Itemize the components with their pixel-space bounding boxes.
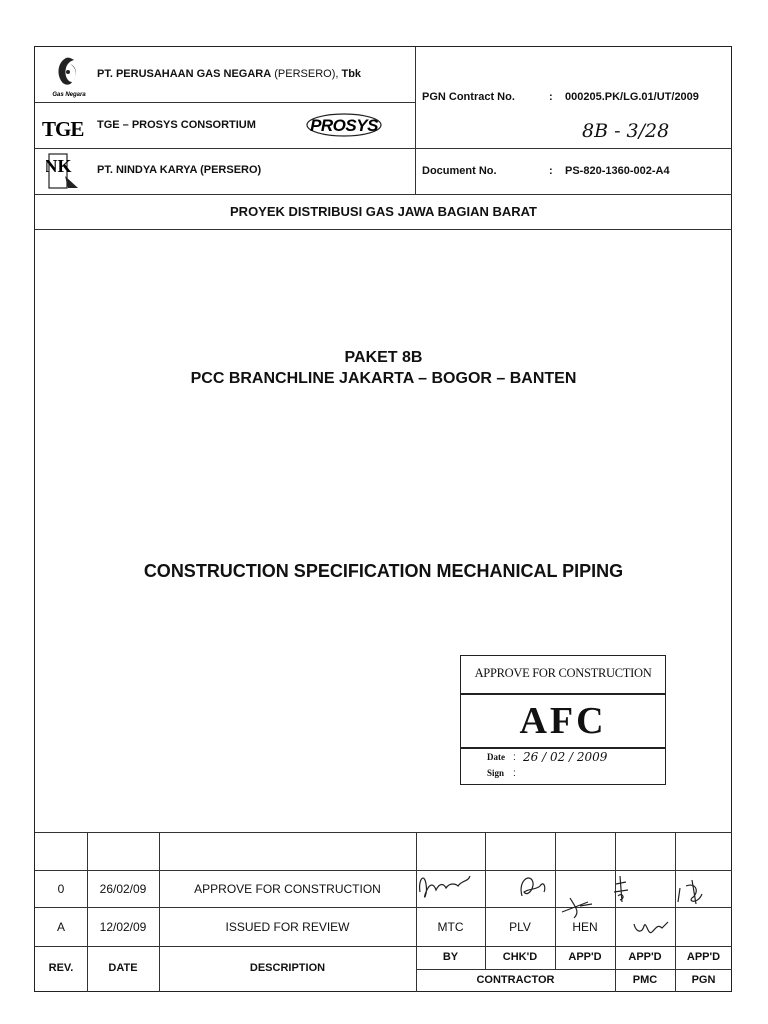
description-cell: APPROVE FOR CONSTRUCTION (194, 882, 381, 896)
stamp-divider (461, 693, 665, 695)
contract-handwritten-note: 8B - 3/28 (582, 120, 670, 142)
header-chkd: CHK'D (502, 951, 538, 963)
company-nindya-karya: PT. NINDYA KARYA (PERSERO) (97, 164, 262, 176)
description-cell: ISSUED FOR REVIEW (225, 920, 350, 934)
signatures (410, 862, 732, 952)
header-contractor: CONTRACTOR (476, 974, 555, 986)
nk-logo-text: NK (46, 156, 72, 176)
tge-logo (40, 115, 90, 141)
company-tge-prosys: TGE – PROSYS CONSORTIUM (97, 119, 256, 131)
header-description: DESCRIPTION (249, 962, 326, 974)
document-colon: : (549, 165, 553, 177)
divider (415, 47, 416, 194)
header-pmc-appd: APP'D (628, 951, 662, 963)
header-pgn: PGN (691, 974, 716, 986)
rev-cell: 0 (57, 882, 65, 896)
date-cell: 12/02/09 (99, 920, 147, 934)
stamp-code: AFC (519, 700, 607, 742)
project-title: PROYEK DISTRIBUSI GAS JAWA BAGIAN BARAT (230, 204, 537, 219)
signature-by (420, 876, 470, 897)
divider (35, 102, 416, 103)
table-top-line (35, 832, 732, 833)
divider (35, 229, 732, 230)
table-line (416, 969, 732, 970)
prosys-logo (306, 110, 386, 140)
header-date: DATE (108, 962, 138, 974)
header-pmc: PMC (632, 974, 658, 986)
stamp-divider (461, 747, 665, 749)
document-frame (34, 46, 732, 992)
branchline-title: PCC BRANCHLINE JAKARTA – BOGOR – BANTEN (190, 370, 577, 387)
contract-value: 000205.PK/LG.01/UT/2009 (565, 91, 699, 103)
signature-pmc (634, 922, 668, 933)
stamp-heading: APPROVE FOR CONSTRUCTION (474, 666, 652, 680)
divider (35, 194, 732, 195)
document-title: CONSTRUCTION SPECIFICATION MECHANICAL PIPING (143, 561, 624, 581)
package-title: PAKET 8B (344, 349, 423, 366)
signature-appd (562, 898, 592, 918)
logo-caption: Gas Negara (52, 92, 86, 98)
header-rev: REV. (48, 962, 74, 974)
stamp-sign-colon: : (513, 768, 516, 779)
prosys-logo-text: PROSYS (310, 116, 378, 135)
tge-logo-text: TGE (42, 117, 84, 141)
stamp-sign-label: Sign (487, 768, 505, 778)
afc-stamp (460, 655, 666, 785)
company-pgn: PT. PERUSAHAAN GAS NEGARA (PERSERO), Tbk (97, 68, 362, 80)
stamp-date-colon: : (513, 752, 516, 763)
chkd-cell: PLV (509, 920, 531, 934)
date-cell: 26/02/09 (99, 882, 147, 896)
contract-colon: : (549, 91, 553, 103)
header-by: BY (442, 951, 459, 963)
signature-chkd (521, 878, 545, 896)
stamp-date-label: Date (487, 752, 505, 762)
rev-cell: A (56, 920, 65, 934)
nk-logo (46, 152, 80, 190)
header-appd: APP'D (568, 951, 602, 963)
appd-cell: HEN (572, 920, 598, 934)
pgn-logo (44, 52, 94, 98)
divider (35, 148, 732, 149)
header-pgn-appd: APP'D (686, 951, 721, 963)
document-label: Document No. (422, 165, 497, 177)
document-number: PS-820-1360-002-A4 (565, 165, 670, 177)
by-cell: MTC (437, 920, 464, 934)
stamp-date-value: 26 / 02 / 2009 (523, 750, 608, 764)
signature-pmc-initial (614, 876, 628, 902)
contract-label: PGN Contract No. (422, 91, 515, 103)
signature-pgn (678, 880, 702, 904)
